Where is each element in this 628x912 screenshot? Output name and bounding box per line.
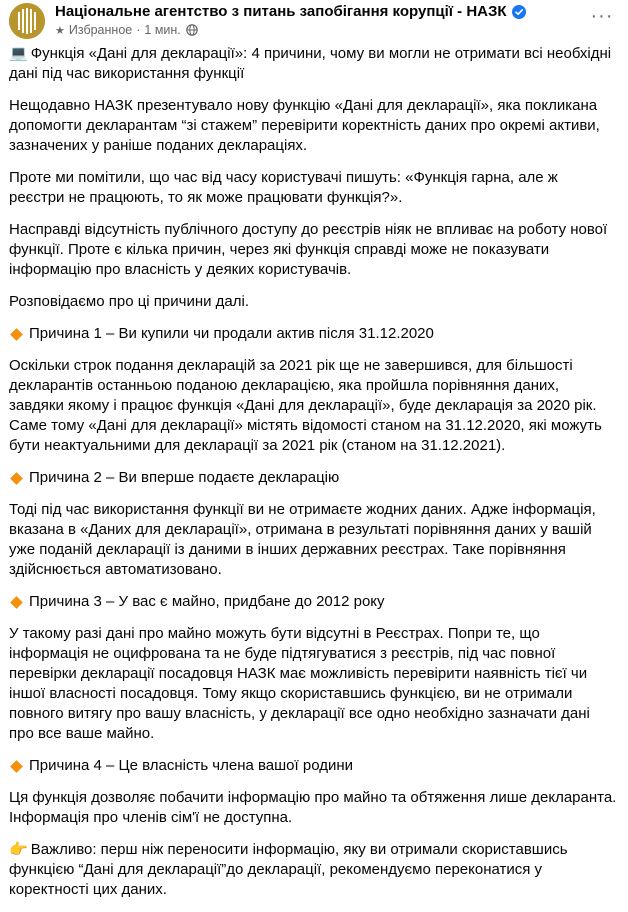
post-meta (55, 23, 198, 37)
reason-3-text: У такому разі дані про майно можуть бути відсутні в Реєстрах. Попри те, що інформація не оцифрована та не буде підтягуватися з реєстрів, під час повної перевірки декларації посадовця НАЗК має можливість перевірити наявність тієї чи іншої власності посадовця. Тому якщо скориставшись функцією, ви не отримали повного витягу про вашу власність, у декларації все одно необхідно зазначати дані про все ваше майно. (9, 625, 590, 742)
reason-3-heading (9, 592, 617, 612)
reason-4-title: Причина 4 – Це власність члена вашої родини (29, 757, 354, 774)
reason-2-heading (9, 468, 617, 488)
intro-text: Функція «Дані для декларації»: 4 причини, чому ви могли не отримати всі необхідні дані під час використання функції (9, 45, 612, 82)
nazk-logo-icon[interactable] (9, 3, 45, 39)
reason-1-title: Причина 1 – Ви купили чи продали актив після 31.12.2020 (29, 325, 434, 342)
meta-separator: · (136, 23, 141, 37)
intro-paragraph (9, 44, 617, 84)
reason-3-title: Причина 3 – У вас є майно, придбане до 2012 року (29, 593, 385, 610)
reason-4-text: Ця функція дозволяє побачити інформацію про майно та обтяження лише декларанта. Інформація про членів сім'ї не доступна. (9, 789, 617, 826)
favorites-label[interactable]: Избранное (68, 23, 133, 37)
star-icon: ★ (55, 24, 65, 37)
post-body (9, 44, 617, 912)
laptop-icon: 💻 (9, 45, 28, 62)
paragraph-2: Проте ми помітили, що час від часу користувачі пишуть: «Функція гарна, але ж реєстри не працюють, то як може працювати функція?». (9, 169, 558, 206)
important-text: Важливо: перш ніж переносити інформацію, яку ви отримали скориставшись функцією “Дані для декларації”до декларації, рекомендуємо переконатися у коректності цих даних. (9, 841, 568, 898)
pointing-hand-icon: 👉 (9, 841, 28, 858)
verified-badge-icon (512, 5, 526, 19)
orange-diamond-icon (10, 596, 23, 609)
paragraph-4: Розповідаємо про ці причини далі. (9, 293, 250, 310)
more-options-button[interactable]: ··· (590, 5, 614, 27)
globe-icon[interactable] (186, 24, 198, 36)
page-name-row (55, 3, 526, 20)
reason-4-heading (9, 756, 617, 776)
paragraph-3: Насправді відсутність публічного доступу до реєстрів ніяк не впливає на роботу нової функції. Проте є кілька причин, через які функція справді може не показувати інформацію про власність у деяких користувачів. (9, 221, 608, 278)
reason-1-heading (9, 324, 617, 344)
reason-2-title: Причина 2 – Ви вперше подаєте декларацію (29, 469, 340, 486)
orange-diamond-icon (10, 472, 23, 485)
paragraph-1: Нещодавно НАЗК презентувало нову функцію «Дані для декларації», яка покликана допомогти декларантам “зі стажем” перевірити коректність даних про окремі активи, зазначених у раніше поданих деклараціях. (9, 97, 600, 154)
post-header (0, 0, 628, 44)
post-time[interactable]: 1 мин. (144, 23, 181, 37)
important-note (9, 840, 617, 900)
reason-2-text: Тоді під час використання функції ви не отримаєте жодних даних. Адже інформація, вказана в «Даних для декларації», отримана в результаті порівняння даних у вашій уже поданій декларації із даними в інших державних реєстрах. Таке порівняння здійснюється автоматизовано. (9, 501, 596, 578)
reason-1-text: Оскільки строк подання декларацій за 2021 рік ще не завершився, для більшості декларантів останньою поданою декларацією, яка пройшла порівняння даних, завдяки якому і працює функція «Дані для декларації», буде декларація за 2020 рік. Саме тому «Дані для декларації» містять відомості станом на 31.12.2020, які можуть бути неактуальними для декларації за 2021 рік (станом на 31.12.2021). (9, 357, 602, 454)
orange-diamond-icon (10, 328, 23, 341)
page-name-link[interactable]: Національне агентство з питань запобігання корупції - НАЗК (55, 3, 507, 20)
